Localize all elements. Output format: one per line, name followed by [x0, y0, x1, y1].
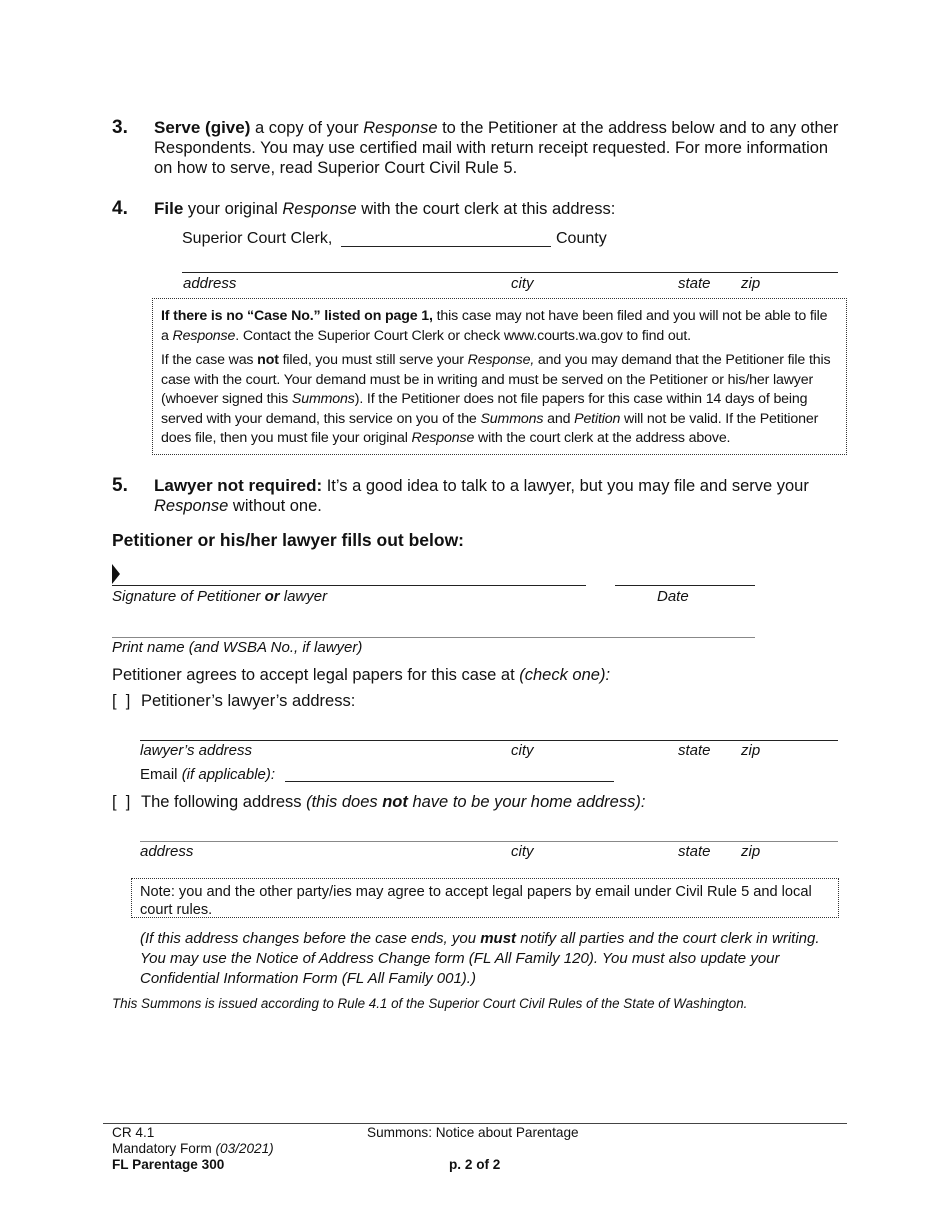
county-name-field[interactable] — [341, 246, 551, 247]
notice-p2-g: with the court clerk at the address above. — [474, 430, 731, 447]
notice-p2-c: and you may demand that the Petitioner file this case with the court. Your demand must be in writing and must be served on the Petitioner or his/her lawyer (whoever signed this — [161, 352, 831, 408]
item-4-t2: with the court clerk at this address: — [356, 200, 616, 218]
agrees-a: Petitioner agrees to accept legal papers for this case at — [112, 666, 520, 684]
item-4-text — [154, 199, 844, 219]
footer-mandatory — [112, 1141, 274, 1157]
notice-p2-em4: Petition — [574, 410, 621, 427]
item-3-t1: a copy of your — [250, 119, 364, 137]
agrees-em: (check one): — [519, 666, 611, 684]
opt2-a: The following address — [141, 793, 307, 811]
lawyer-address-field[interactable] — [140, 740, 838, 741]
county-label: County — [556, 230, 607, 247]
footer-mandatory-em: (03/2021) — [215, 1141, 274, 1156]
item-4-number: 4. — [112, 198, 128, 219]
lawyer-address-option-label: Petitioner’s lawyer’s address: — [141, 692, 356, 710]
item-5-lead: Lawyer not required: — [154, 476, 323, 495]
notice-paragraph-1 — [161, 307, 838, 346]
notice-p2-d: ). If the Petitioner does not file papers for this case within 14 days of being served with your demand, this service on you of the — [161, 391, 808, 427]
following-city-label: city — [511, 843, 534, 860]
notice-p1-rest: this case may not have been filed and you will not be able to file a — [161, 308, 828, 344]
item-3-t2: to the Petitioner at the address below and to any other Respondents. You may use certified mail with return receipt requested. For more information on how to serve, read Superior Court Civil Rule 5. — [154, 119, 839, 177]
notice-p2-em5: Response — [411, 430, 475, 447]
notice-paragraph-2 — [161, 351, 838, 449]
notice-p2-em2: Summons — [291, 391, 355, 408]
lawyer-state-label: state — [678, 742, 711, 759]
change-b: notify all parties and the court clerk in writing. You may use the Notice of Address Change form (FL All Family 120). You must also update your Confidential Information Form (FL All Family 001).) — [140, 930, 820, 987]
footer-rule: CR 4.1 — [112, 1125, 155, 1140]
footer-divider — [103, 1123, 847, 1124]
lawyer-address-checkbox[interactable]: [ ] — [112, 692, 131, 710]
item-3-number: 3. — [112, 117, 128, 138]
clerk-address-field[interactable] — [182, 272, 838, 273]
lawyer-address-label: lawyer’s address — [140, 742, 252, 759]
opt2-em-bold: not — [382, 793, 408, 811]
item-3-em1: Response — [363, 119, 438, 137]
item-4-lead: File — [154, 199, 184, 218]
notice-p2-em3: Summons — [480, 410, 544, 427]
signature-label-a: Signature of Petitioner — [112, 588, 265, 605]
signature-label-or: or — [264, 588, 280, 605]
item-3-lead: Serve (give) — [154, 118, 251, 137]
footer-page-number: p. 2 of 2 — [449, 1157, 501, 1172]
date-field[interactable] — [615, 585, 755, 586]
item-5-text — [154, 476, 844, 516]
change-bold: must — [480, 930, 517, 947]
footer-title: Summons: Notice about Parentage — [367, 1125, 579, 1140]
clerk-prefix: Superior Court Clerk, — [182, 230, 333, 247]
footer-mandatory-a: Mandatory Form — [112, 1141, 216, 1156]
summons-issued-note: This Summons is issued according to Rule 4.1 of the Superior Court Civil Rules of the State of Washington. — [112, 996, 748, 1011]
signature-label — [112, 588, 327, 605]
email-label-em: (if applicable): — [181, 766, 276, 783]
email-field[interactable] — [285, 781, 614, 782]
following-state-label: state — [678, 843, 711, 860]
print-name-field[interactable] — [112, 637, 755, 638]
notice-p2-f: will not be valid. If the Petitioner does file, then you must file your original — [161, 410, 819, 447]
following-address-field[interactable] — [140, 841, 838, 842]
item-5-t1: It’s a good idea to talk to a lawyer, but you may file and serve your — [322, 477, 809, 495]
notice-p2-b: filed, you must still serve your — [278, 352, 468, 368]
change-a: (If this address changes before the case ends, you — [140, 930, 481, 947]
email-note-box — [131, 878, 839, 918]
opt2-em-b: have to be your home address): — [407, 793, 646, 811]
following-zip-label: zip — [741, 843, 761, 860]
following-address-label: address — [140, 843, 194, 860]
item-5-em1: Response — [154, 497, 229, 515]
petitioner-heading: Petitioner or his/her lawyer fills out below: — [112, 530, 465, 550]
lawyer-zip-label: zip — [741, 742, 761, 759]
petitioner-agrees-text — [112, 666, 610, 685]
email-note-text: Note: you and the other party/ies may agree to accept legal papers by email under Civil Rule 5 and local court rules. — [140, 884, 812, 918]
clerk-city-label: city — [511, 275, 534, 292]
clerk-state-label: state — [678, 275, 711, 292]
footer-form-id: FL Parentage 300 — [112, 1157, 225, 1172]
notice-p1-em: Response — [172, 327, 236, 344]
footer-left — [112, 1125, 274, 1173]
item-5-t2: without one. — [228, 497, 322, 515]
print-name-label: Print name (and WSBA No., if lawyer) — [112, 639, 363, 656]
case-number-notice-box — [152, 298, 847, 455]
notice-p2-em1: Response, — [467, 352, 535, 368]
lawyer-city-label: city — [511, 742, 534, 759]
notice-p1-tail: . Contact the Superior Court Clerk or check www.courts.wa.gov to find out. — [235, 327, 691, 344]
notice-p2-a: If the case was — [161, 352, 258, 368]
following-address-checkbox[interactable]: [ ] — [112, 793, 131, 811]
date-label: Date — [657, 588, 689, 605]
item-4-t1: your original — [183, 200, 283, 218]
opt2-em-a: (this does — [306, 793, 383, 811]
address-change-note — [140, 929, 840, 989]
signature-arrow-icon — [112, 564, 120, 584]
clerk-zip-label: zip — [741, 275, 761, 292]
item-3-text — [154, 118, 844, 178]
clerk-address-label: address — [183, 275, 237, 292]
notice-p2-e: and — [543, 410, 575, 427]
notice-p1-bold: If there is no “Case No.” listed on page 1, — [161, 308, 433, 324]
following-address-option-label — [141, 793, 645, 812]
signature-label-b: lawyer — [279, 588, 328, 605]
email-label — [140, 766, 275, 783]
email-label-text: Email — [140, 766, 182, 783]
item-5-number: 5. — [112, 475, 128, 496]
item-4-em1: Response — [282, 200, 357, 218]
notice-p2-bold: not — [257, 352, 279, 368]
signature-field[interactable] — [112, 585, 586, 586]
